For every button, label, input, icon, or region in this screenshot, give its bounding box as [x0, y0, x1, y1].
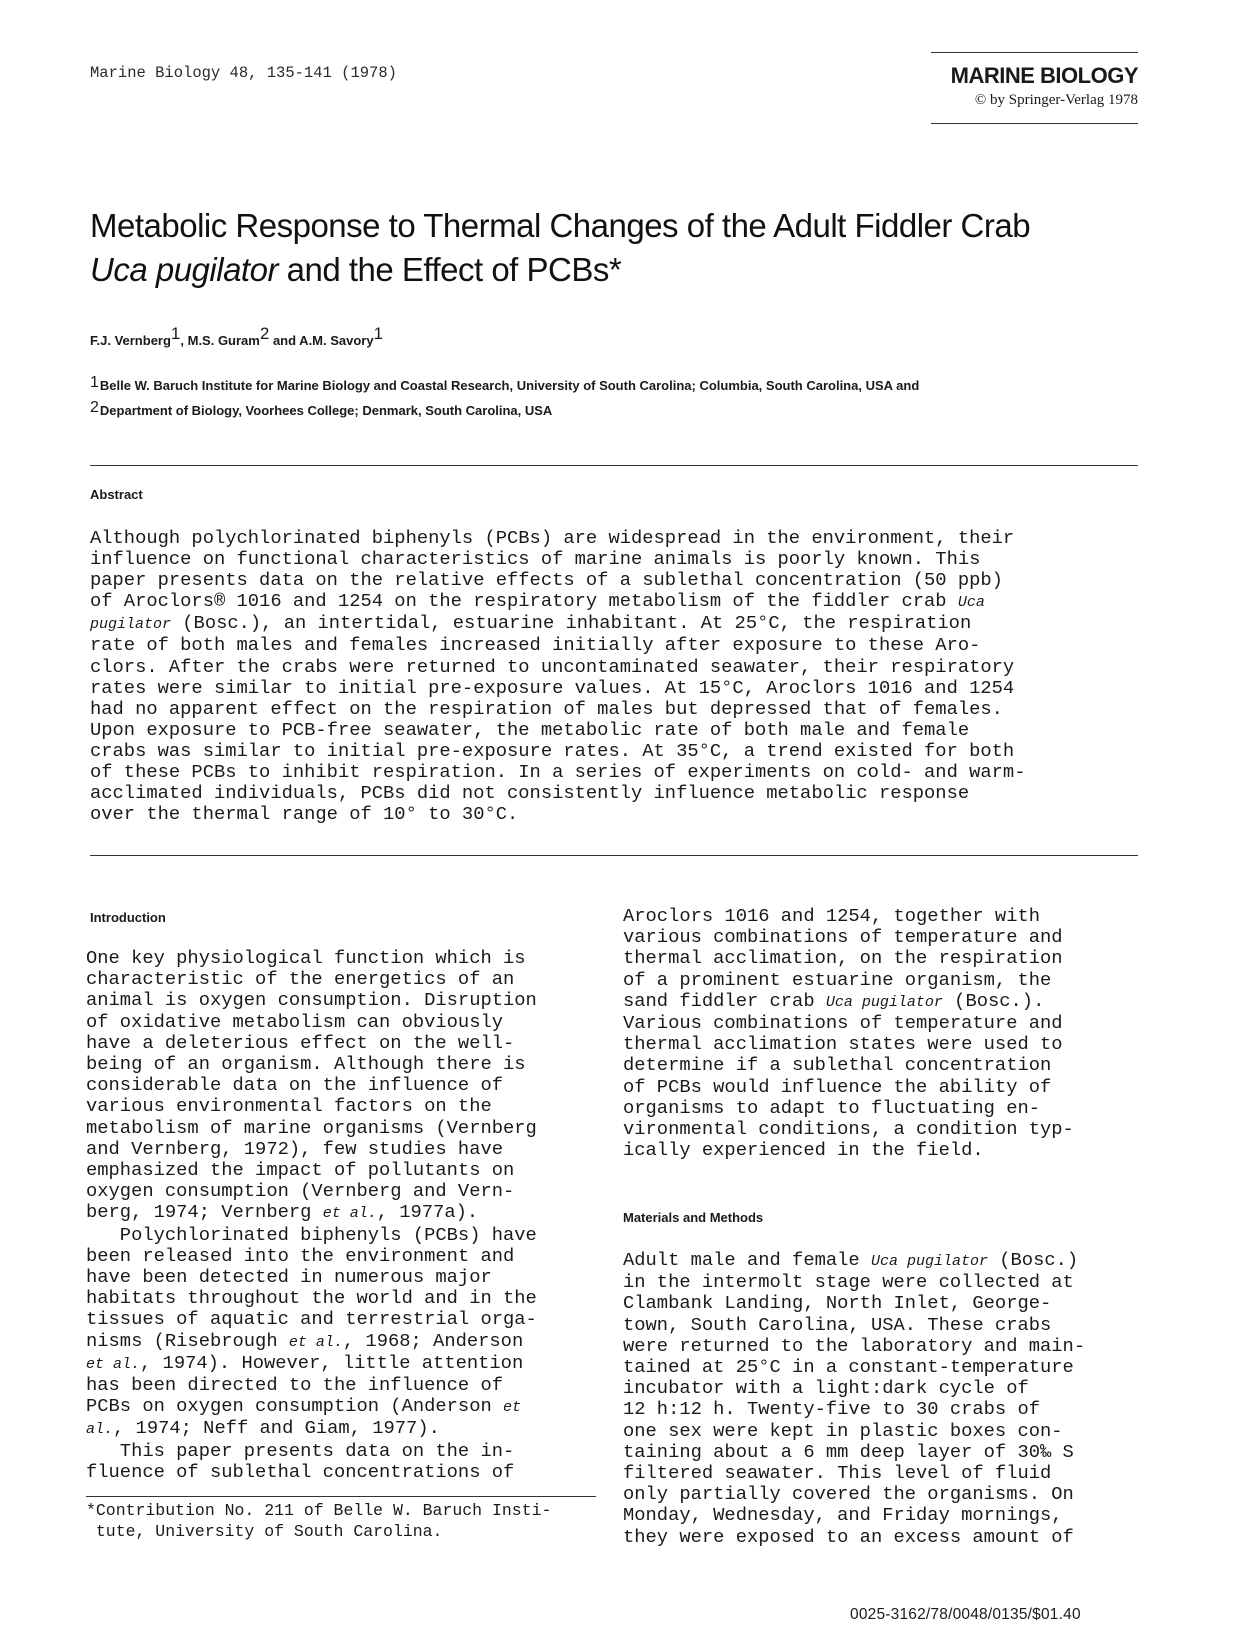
- text-span: , 1968; Anderson: [342, 1329, 524, 1352]
- text-span: (Bosc.): [987, 1249, 1079, 1271]
- text-line: Monday, Wednesday, and Friday mornings,: [623, 1504, 1063, 1527]
- text-line: [623, 991, 1074, 1013]
- text-line: thermal acclimation states were used to: [623, 1033, 1063, 1056]
- text-line: have a deleterious effect on the well-: [86, 1031, 515, 1054]
- document-code: 0025-3162/78/0048/0135/$01.40: [850, 1606, 1081, 1623]
- text-line: various combinations of temperature and: [623, 926, 1063, 949]
- text-line: were returned to the laboratory and main-: [623, 1334, 1086, 1357]
- text-line: Aroclors 1016 and 1254, together with: [623, 905, 1041, 927]
- text-line: has been directed to the influence of: [86, 1374, 504, 1397]
- text-span: berg, 1974; Vernberg: [86, 1201, 323, 1224]
- abstract-line: paper presents data on the relative effects of a sublethal concentration (50 ppb): [90, 569, 1003, 592]
- introduction-heading: Introduction: [90, 910, 166, 925]
- abstract-line: rate of both males and females increased initially after exposure to these Aro-: [90, 634, 981, 657]
- text-line: oxygen consumption (Vernberg and Vern-: [86, 1180, 515, 1203]
- title-line-2: [90, 248, 1030, 292]
- abstract-line: clors. After the crabs were returned to uncontaminated seawater, their respiratory: [90, 655, 1015, 678]
- text-line: considerable data on the influence of: [86, 1074, 504, 1097]
- text-line: in the intermolt stage were collected at: [623, 1271, 1074, 1294]
- journal-name: MARINE BIOLOGY: [950, 63, 1138, 88]
- text-line: they were exposed to an excess amount of: [623, 1525, 1074, 1548]
- species-name: Uca pugilator: [870, 1253, 988, 1270]
- text-line: metabolism of marine organisms (Vernberg: [86, 1116, 537, 1139]
- text-span: , 1977a).: [376, 1201, 479, 1224]
- text-line: [86, 1331, 537, 1353]
- author-1-affil: 1: [170, 324, 181, 343]
- author-2-affil: 2: [259, 324, 270, 343]
- affiliation-2-text: Department of Biology, Voorhees College; Denmark, South Carolina, USA: [99, 403, 553, 418]
- introduction-continued: [623, 906, 1074, 1161]
- abstract-line: [90, 613, 1150, 635]
- text-line: Clambank Landing, North Inlet, George-: [623, 1292, 1052, 1315]
- text-line: [86, 1353, 537, 1375]
- text-line: habitats throughout the world and in the: [86, 1287, 537, 1310]
- text-line: thermal acclimation, on the respiration: [623, 947, 1063, 970]
- abstract-body: [90, 528, 1150, 825]
- text-span: PCBs on oxygen consumption (Anderson: [86, 1395, 504, 1418]
- journal-citation: Marine Biology 48, 135-141 (1978): [90, 64, 397, 82]
- abstract-line: influence on functional characteristics of marine animals is poorly known. This: [90, 548, 981, 571]
- title-line-1: Metabolic Response to Thermal Changes of the Adult Fiddler Crab: [90, 207, 1031, 244]
- paper-title: [90, 204, 1030, 292]
- abstract-line: Upon exposure to PCB-free seawater, the metabolic rate of both male and female: [90, 718, 970, 741]
- abstract-top-rule: [90, 465, 1138, 466]
- title-species: Uca pugilator: [90, 251, 278, 288]
- text-italic: et al.: [288, 1333, 343, 1351]
- publisher-copyright: © by Springer-Verlag 1978: [974, 92, 1138, 108]
- affiliation-2-mark: 2: [90, 399, 99, 416]
- abstract-text: (Bosc.), an intertidal, estuarine inhabitant. At 25°C, the respiration: [171, 612, 972, 635]
- abstract-line: over the thermal range of 10° to 30°C.: [90, 803, 519, 826]
- abstract-line: [90, 591, 1150, 613]
- text-line: filtered seawater. This level of fluid: [623, 1462, 1052, 1485]
- text-line: ically experienced in the field.: [623, 1139, 984, 1162]
- text-line: Various combinations of temperature and: [623, 1012, 1063, 1035]
- abstract-line: Although polychlorinated biphenyls (PCBs) are widespread in the environment, their: [90, 527, 1015, 549]
- methods-heading: Materials and Methods: [623, 1210, 764, 1225]
- species-name: Uca: [957, 594, 985, 612]
- text-line: [623, 1250, 1085, 1272]
- affiliation-1-text: Belle W. Baruch Institute for Marine Biology and Coastal Research, University of South Carolina; Columbia, South Carolina, USA and: [99, 378, 920, 393]
- text-line: [86, 1418, 537, 1440]
- affiliation-2: [90, 397, 919, 422]
- text-line: and Vernberg, 1972), few studies have: [86, 1137, 504, 1160]
- text-line: been released into the environment and: [86, 1244, 515, 1267]
- author-list: [90, 324, 383, 348]
- footnote-rule: [86, 1496, 596, 1497]
- text-line: characteristic of the energetics of an: [86, 968, 515, 991]
- text-line: incubator with a light:dark cycle of: [623, 1377, 1029, 1400]
- text-span: Adult male and female: [623, 1249, 871, 1271]
- text-line: [86, 1202, 537, 1224]
- text-line: Polychlorinated biphenyls (PCBs) have: [86, 1223, 537, 1246]
- text-line: determine if a sublethal concentration: [623, 1054, 1052, 1077]
- footnote-line: tute, University of South Carolina.: [86, 1522, 443, 1541]
- affiliation-1: [90, 372, 919, 397]
- author-1: F.J. Vernberg: [90, 333, 171, 348]
- text-span: , 1974). However, little attention: [140, 1351, 524, 1374]
- text-span: (Bosc.).: [942, 989, 1045, 1012]
- species-name: Uca pugilator: [825, 993, 943, 1011]
- text-line: 12 h:12 h. Twenty-five to 30 crabs of: [623, 1398, 1041, 1421]
- text-line: vironmental conditions, a condition typ-: [623, 1118, 1074, 1141]
- text-line: tained at 25°C in a constant-temperature: [623, 1356, 1074, 1379]
- text-line: emphasized the impact of pollutants on: [86, 1159, 515, 1182]
- abstract-line: rates were similar to initial pre-exposure values. At 15°C, Aroclors 1016 and 1254: [90, 676, 1015, 699]
- author-3: and A.M. Savory: [269, 333, 374, 348]
- text-line: This paper presents data on the in-: [86, 1439, 515, 1462]
- text-line: animal is oxygen consumption. Disruption: [86, 989, 537, 1012]
- text-italic: et: [503, 1399, 522, 1417]
- text-line: various environmental factors on the: [86, 1095, 492, 1118]
- affiliations: [90, 372, 919, 422]
- footnote: [86, 1500, 551, 1542]
- abstract-bottom-rule: [90, 855, 1138, 856]
- text-line: fluence of sublethal concentrations of: [86, 1460, 515, 1483]
- species-name: pugilator: [90, 616, 172, 634]
- affiliation-1-mark: 1: [90, 374, 99, 391]
- abstract-line: had no apparent effect on the respiration of males but depressed that of females.: [90, 697, 1003, 720]
- title-line-2-rest: and the Effect of PCBs*: [277, 251, 622, 288]
- text-line: only partially covered the organisms. On: [623, 1483, 1074, 1506]
- abstract-heading: Abstract: [90, 487, 143, 502]
- text-line: of a prominent estuarine organism, the: [623, 968, 1052, 991]
- footnote-line: *Contribution No. 211 of Belle W. Baruch Insti-: [86, 1501, 552, 1520]
- text-line: town, South Carolina, USA. These crabs: [623, 1313, 1052, 1336]
- abstract-line: acclimated individuals, PCBs did not consistently influence metabolic response: [90, 782, 970, 805]
- author-2: , M.S. Guram: [180, 333, 260, 348]
- text-span: sand fiddler crab: [623, 989, 826, 1012]
- text-line: being of an organism. Although there is: [86, 1053, 526, 1076]
- text-line: of oxidative metabolism can obviously: [86, 1010, 504, 1033]
- journal-masthead: [931, 52, 1138, 124]
- text-italic: et al.: [322, 1205, 377, 1223]
- author-3-affil: 1: [373, 324, 384, 343]
- text-line: one sex were kept in plastic boxes con-: [623, 1419, 1063, 1442]
- text-line: taining about a 6 mm deep layer of 30‰ S: [623, 1440, 1074, 1463]
- text-italic: al.: [86, 1421, 114, 1439]
- text-line: tissues of aquatic and terrestrial orga-: [86, 1308, 537, 1331]
- text-line: One key physiological function which is: [86, 947, 526, 969]
- introduction-body: [86, 948, 537, 1483]
- text-line: organisms to adapt to fluctuating en-: [623, 1096, 1041, 1119]
- abstract-text: of Aroclors® 1016 and 1254 on the respiratory metabolism of the fiddler crab: [90, 590, 958, 613]
- methods-body: [623, 1250, 1085, 1548]
- text-line: [86, 1396, 537, 1418]
- text-span: , 1974; Neff and Giam, 1977).: [113, 1417, 440, 1440]
- text-span: nisms (Risebrough: [86, 1329, 289, 1352]
- abstract-line: crabs was similar to initial pre-exposure rates. At 35°C, a trend existed for both: [90, 739, 1015, 762]
- text-line: have been detected in numerous major: [86, 1266, 492, 1289]
- abstract-line: of these PCBs to inhibit respiration. In a series of experiments on cold- and warm-: [90, 761, 1026, 784]
- text-line: of PCBs would influence the ability of: [623, 1075, 1052, 1098]
- text-italic: et al.: [86, 1355, 141, 1373]
